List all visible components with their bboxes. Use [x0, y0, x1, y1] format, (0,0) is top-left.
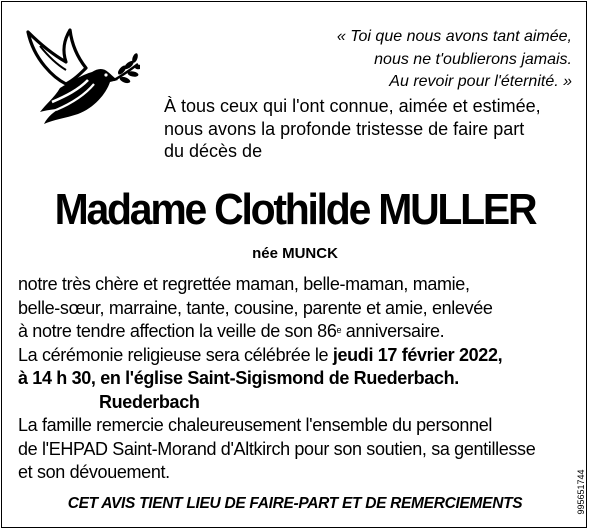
reference-number: 995651744: [576, 469, 586, 515]
body-line: belle-sœur, marraine, tante, cousine, parente et amie, enlevée: [18, 297, 493, 318]
body-line: à notre tendre affection la veille de son 86e anniversaire.: [18, 321, 445, 341]
body-line: notre très chère et regrettée maman, belle-maman, mamie,: [18, 274, 470, 294]
intro-line: nous avons la profonde tristesse de faire part: [164, 118, 525, 139]
quote-line: nous ne t'oublierons jamais.: [374, 50, 572, 68]
intro-line: À tous ceux qui l'ont connue, aimée et estimée,: [164, 96, 541, 116]
ceremony-date: jeudi 17 février 2022,: [332, 344, 503, 365]
ceremony-time-place: à 14 h 30, en l'église Saint-Sigismond de Ruederbach.: [18, 368, 459, 388]
ordinal-superscript: e: [336, 325, 342, 335]
intro-line: du décès de: [164, 141, 263, 161]
maiden-name: née MUNCK: [252, 245, 338, 262]
notice-body: [18, 273, 578, 485]
family-place: Ruederbach: [99, 391, 200, 412]
quote-line: « Toi que nous avons tant aimée,: [336, 28, 572, 45]
closing-statement: CET AVIS TIENT LIEU DE FAIRE-PART ET DE REMERCIEMENTS: [67, 495, 523, 512]
intro-text: [164, 95, 564, 163]
quote-line: Au revoir pour l'éternité. »: [389, 73, 572, 90]
deceased-name: Madame Clothilde MULLER: [54, 185, 536, 234]
body-line: de l'EHPAD Saint-Morand d'Altkirch pour son soutien, sa gentillesse: [18, 438, 536, 459]
dove-icon: [22, 24, 140, 136]
body-line: La cérémonie religieuse sera célébrée le jeudi 17 février 2022,: [18, 344, 503, 365]
body-line: La famille remercie chaleureusement l'ensemble du personnel: [18, 415, 493, 435]
body-line: et son dévouement.: [18, 462, 170, 482]
epitaph-quote: [272, 26, 572, 94]
